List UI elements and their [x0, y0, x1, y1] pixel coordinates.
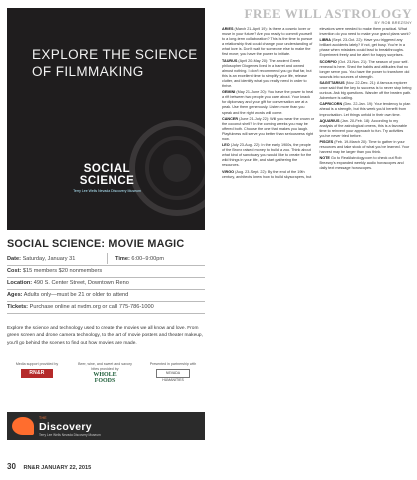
- horoscope-entry: [320, 60, 413, 80]
- event-location: [7, 280, 205, 290]
- discovery-tagline: Terry Lee Wells Nevada Discovery Museum: [39, 433, 101, 437]
- horoscope-entry: [222, 59, 315, 90]
- sign-text: (April 20-May 20): The ancient Greek philosopher Diogenes lived in a barrel and owned almost nothing. I don't recommend you go that far, but this is an excellent time to simplify your life, release clutter, and identify what you really need in order to thrive.: [222, 58, 312, 89]
- event-description: Explore the science and technology used to create the movies we all know and love. From green screen and drone camera technology, to the art of movie posters and theater makeup, you'll go behind the scenes to find out how movies are made.: [7, 326, 203, 346]
- time-value: 6:00–9:00pm: [131, 256, 165, 262]
- sign-name: TAURUS: [222, 58, 239, 63]
- sign-name: SAGITTARIUS: [319, 80, 346, 85]
- event-tickets: [7, 304, 205, 314]
- sponsor-food: [75, 362, 135, 384]
- sign-name: AQUARIUS: [319, 118, 341, 123]
- page-footer: [7, 462, 91, 471]
- logo-line-1: SOCIAL: [83, 163, 131, 175]
- astrology-byline: BY ROB BREZSNY: [374, 21, 412, 25]
- sign-name: NOTE: [319, 156, 331, 161]
- sponsors-row: [7, 362, 205, 402]
- sign-name: GEMINI: [222, 90, 237, 95]
- location-value: 490 S. Center Street, Downtown Reno: [33, 280, 129, 286]
- logo-line-2: SCIENCE: [79, 175, 135, 187]
- time: [115, 256, 164, 262]
- event-cost: [7, 268, 205, 278]
- sponsor-partner: [143, 362, 203, 382]
- sponsor-caption: Presented in partnership with: [149, 362, 197, 366]
- event-title: SOCIAL SCIENCE: MOVIE MAGIC: [7, 238, 185, 250]
- sign-text: (July 23-Aug. 22): In the early 1900s, the people of the Bronx raised money to build a zoo. Think about what kind of sanctuary you would like to create for the wild things in your life, and start gathering the resources.: [222, 143, 312, 168]
- sign-text: (Nov. 22-Dec. 21): A famous explorer once said that the key to success is to never stop being curious. Ask big questions. Wander off the beaten path. Adventure is calling.: [319, 80, 412, 101]
- horoscope-entry: [222, 143, 315, 168]
- footer-text: RN&R JANUARY 22, 2015: [23, 465, 92, 471]
- hero-title-line-2: OF FILMMAKING: [32, 64, 144, 79]
- sign-text: (June 21-July 22): Will you wear the crown or the coconut shell? In the coming weeks you may be offered both. Choose the one that makes you laugh. Playfulness will serve you better than seriousness right now.: [222, 116, 315, 141]
- sign-text: (Dec. 22-Jan. 19): Your tendency to plan ahead is a strength, but this week you'd benefit from improvisation. Let things unfold in their own time.: [319, 102, 411, 117]
- sign-text: (Jan. 20-Feb. 18): According to my analysis of the astrological omens, this is a favorable time to reinvent your approach to fun. Try activities you've never tried before.: [319, 118, 408, 138]
- ages-value: Adults only—must be 21 or older to attend: [23, 292, 129, 298]
- sign-name: CAPRICORN: [319, 102, 344, 107]
- social-science-logo: [65, 163, 149, 203]
- tickets-value: Purchase online at nvdm.org or call 775-786-1000: [29, 304, 154, 310]
- date-value: Saturday, January 31: [22, 256, 76, 262]
- horoscope-entry: [222, 90, 315, 115]
- horoscope-entry: [320, 38, 413, 58]
- sponsor-caption: Beer, wine, and sweet and savory bites provided by: [78, 362, 132, 371]
- sign-text: (Feb. 19-March 20): Time to gather in your resources and take stock of what you've learned. Your harvest may be larger than you think.: [319, 139, 410, 155]
- right-column: [222, 0, 412, 480]
- time-label: Time:: [115, 256, 130, 262]
- sign-name: SCORPIO: [319, 59, 338, 64]
- divider: [107, 253, 108, 264]
- sign-text: (March 21-April 19): Is there a cosmic lover or muse in your future? Are you ready to commit yourself to a long-term collaboration? This is the time to pursue a relationship that could change your understanding of what love is. Don't wait for someone else to make the first move; you have the power to initiate.: [222, 27, 313, 57]
- horoscope-entry: [320, 102, 413, 117]
- discovery-wordmark: Discovery: [39, 421, 92, 433]
- horoscope-entry: [320, 156, 413, 171]
- nevada-humanities-logo: NEVADA HUMANITIES: [156, 369, 190, 378]
- cost-value: $15 members $20 nonmembers: [22, 268, 103, 274]
- ages-label: Ages:: [7, 292, 23, 298]
- sign-name: ARIES: [222, 27, 235, 31]
- horoscope-entry: [320, 119, 413, 139]
- event-date-time: [7, 256, 205, 266]
- sign-text: (Sept. 23-Oct. 22): Have you triggered any brilliant accidents lately? If not, get busy. You're in a phase when mistakes could lead to breakthroughs. Experiment freely and be alert for happy surprises.: [319, 38, 405, 58]
- discovery-banner: [7, 412, 205, 440]
- horoscope-entry: [320, 81, 413, 101]
- rnr-logo: RN&R: [21, 369, 53, 378]
- discovery-logo-icon: [12, 417, 34, 435]
- horoscope-entry: [222, 117, 315, 142]
- event-ages: [7, 292, 205, 302]
- sign-name: LIBRA: [319, 38, 332, 43]
- hero-banner: [7, 8, 205, 230]
- astrology-title: FREE WILL ASTROLOGY: [244, 6, 412, 21]
- sign-text: (Aug. 23-Sept. 22): By the end of the 19th century, architects knew how to build skyscrapers, but elevators were needed to make them practical. What invention do you need to make your grand plans work?: [222, 27, 411, 179]
- location-label: Location:: [7, 280, 33, 286]
- hero-title: [32, 46, 198, 80]
- discovery-sub: THE: [39, 416, 47, 420]
- sign-text: (May 21-June 20): You have the power to heal a rift between two people you care about. Your knack for diplomacy and your gift for conversation are at a peak. Use them generously. Listen more than you speak and the right words will come.: [222, 90, 314, 115]
- astrology-body: [222, 27, 412, 180]
- hero-title-line-1: EXPLORE THE SCIENCE: [32, 47, 198, 62]
- horoscope-entry: [222, 27, 315, 58]
- sign-name: VIRGO: [222, 169, 236, 174]
- sponsor-caption: Media support provided by: [15, 362, 59, 366]
- horoscope-entry: [320, 140, 413, 155]
- cost-label: Cost:: [7, 268, 22, 274]
- page-number: 30: [7, 462, 16, 471]
- sign-name: LEO: [222, 143, 231, 148]
- sign-name: CANCER: [222, 116, 240, 121]
- sign-text: Go to RealAstrology.com to check out Rob Brezsny's expanded weekly audio horoscopes and daily text message horoscopes.: [319, 156, 404, 171]
- sponsor-media: [7, 362, 67, 378]
- date-label: Date:: [7, 256, 21, 262]
- tickets-label: Tickets:: [7, 304, 29, 310]
- sign-text: (Oct. 23-Nov. 21): The season of your self-renewal is here. Shed the habits and attitudes that no longer serve you. You have the power to transform old wounds into sources of strength.: [319, 59, 410, 79]
- sign-name: PISCES: [319, 139, 335, 144]
- logo-subtitle: Terry Lee Wells Nevada Discovery Museum: [73, 189, 141, 193]
- whole-foods-logo: WHOLE FOODS: [93, 372, 117, 385]
